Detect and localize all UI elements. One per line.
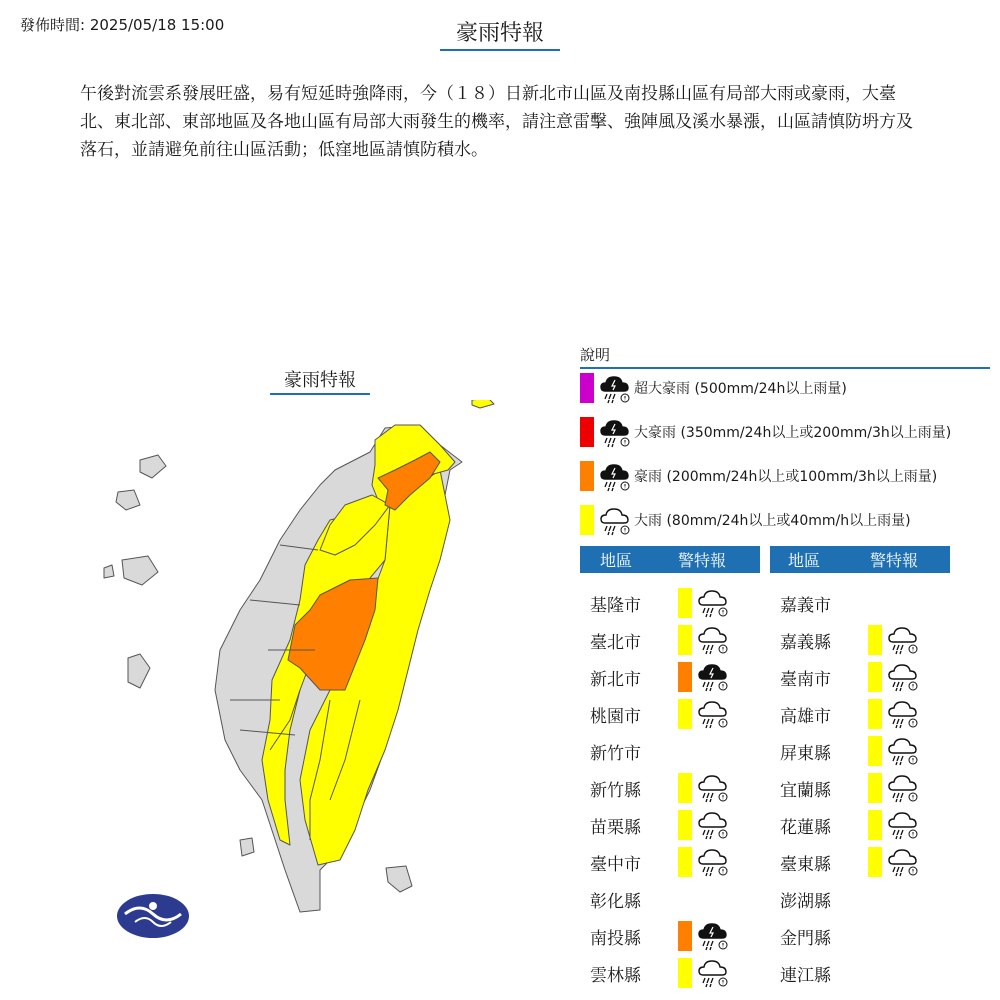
table-row: [770, 807, 950, 844]
table-row: [580, 622, 760, 659]
region-name: 嘉義市: [780, 596, 831, 616]
thunder-rain-icon: [598, 461, 630, 491]
region-name: 彰化縣: [590, 892, 641, 912]
region-name: 新竹縣: [590, 781, 641, 801]
alert-level-swatch: [678, 847, 692, 877]
rain-icon: [886, 809, 920, 841]
rain-icon: [696, 698, 730, 730]
legend-swatch: [580, 461, 594, 491]
header-alert: 警特報: [678, 551, 727, 570]
legend-text: 豪雨 (200mm/24h以上或100mm/3h以上雨量): [634, 469, 938, 485]
legend-item: [580, 417, 951, 447]
table-row: [580, 807, 760, 844]
rain-icon: [886, 624, 920, 656]
table-row: [580, 659, 760, 696]
region-name: 新北市: [590, 670, 641, 690]
cwa-logo: [117, 894, 189, 938]
legend-text: 超大豪雨 (500mm/24h以上雨量): [634, 381, 847, 397]
region-name: 南投縣: [590, 929, 641, 949]
region-name: 苗栗縣: [590, 818, 641, 838]
alert-level-swatch: [868, 699, 882, 729]
alert-level-swatch: [868, 662, 882, 692]
rain-icon: [886, 661, 920, 693]
rain-icon: [696, 846, 730, 878]
rain-icon: [886, 772, 920, 804]
map-region-island-north: [472, 400, 494, 408]
alert-level-swatch: [868, 625, 882, 655]
alert-level-swatch: [678, 699, 692, 729]
region-name: 雲林縣: [590, 966, 641, 986]
table-row: [770, 881, 950, 918]
table-row: [580, 881, 760, 918]
alert-level-swatch: [678, 810, 692, 840]
rain-icon: [696, 772, 730, 804]
region-name: 金門縣: [780, 929, 831, 949]
header-region: 地區: [788, 551, 821, 570]
rain-icon: [886, 698, 920, 730]
table-row: [580, 696, 760, 733]
alert-level-swatch: [678, 773, 692, 803]
thunder-rain-icon: [598, 417, 630, 447]
region-name: 連江縣: [780, 966, 831, 986]
legend-item: [580, 461, 937, 491]
region-name: 嘉義縣: [780, 633, 831, 653]
table-header-left: [580, 546, 760, 573]
legend-item: [580, 373, 847, 403]
rain-icon: [696, 587, 730, 619]
table-row: [770, 918, 950, 955]
alert-level-swatch: [868, 847, 882, 877]
region-name: 臺南市: [780, 670, 831, 690]
table-row: [770, 770, 950, 807]
rain-icon: [696, 809, 730, 841]
legend-item: [580, 505, 911, 535]
region-name: 新竹市: [590, 744, 641, 764]
alert-level-swatch: [868, 773, 882, 803]
issue-time: 發佈時間: 2025/05/18 15:00: [20, 16, 225, 34]
table-row: [770, 622, 950, 659]
region-name: 高雄市: [780, 707, 831, 727]
map-region-liuqiu: [240, 838, 254, 856]
region-name: 臺中市: [590, 855, 641, 875]
legend-swatch: [580, 373, 594, 403]
legend-swatch: [580, 417, 594, 447]
region-name: 桃園市: [590, 707, 641, 727]
table-row: [580, 585, 760, 622]
thunder-rain-icon: [696, 920, 730, 952]
alert-level-swatch: [868, 810, 882, 840]
rain-icon: [886, 735, 920, 767]
header-alert: 警特報: [870, 551, 919, 570]
header-region: 地區: [600, 551, 633, 570]
page-title: 豪雨特報: [440, 16, 560, 51]
legend-text: 大豪雨 (350mm/24h以上或200mm/3h以上雨量): [634, 425, 952, 441]
legend-text: 大雨 (80mm/24h以上或40mm/h以上雨量): [634, 513, 911, 529]
rain-icon: [886, 846, 920, 878]
map-region-penghu: [104, 455, 166, 688]
rain-icon: [696, 624, 730, 656]
alert-level-swatch: [678, 958, 692, 988]
alert-level-swatch: [678, 662, 692, 692]
legend-title: 說明: [580, 344, 990, 369]
warning-description: 午後對流雲系發展旺盛，易有短延時強降雨，今（１８）日新北市山區及南投縣山區有局部大雨或豪雨，大臺北、東北部、東部地區及各地山區有局部大雨發生的機率，請注意雷擊、強陣風及溪水暴漲，山區請慎防坍方及落石，並請避免前往山區活動；低窪地區請慎防積水。: [80, 84, 913, 160]
table-row: [580, 733, 760, 770]
region-name: 澎湖縣: [780, 892, 831, 912]
table-header-right: [770, 546, 950, 573]
table-row: [580, 770, 760, 807]
map-title: 豪雨特報: [270, 366, 370, 395]
rain-icon: [696, 957, 730, 989]
table-row: [580, 918, 760, 955]
taiwan-warning-map: [90, 400, 510, 960]
table-row: [770, 585, 950, 622]
map-region-green-island: [386, 866, 412, 892]
rain-icon: [598, 505, 630, 535]
region-name: 宜蘭縣: [780, 781, 831, 801]
alert-level-swatch: [868, 736, 882, 766]
legend-swatch: [580, 505, 594, 535]
table-row: [580, 844, 760, 881]
thunder-rain-icon: [696, 661, 730, 693]
table-row: [580, 955, 760, 992]
region-name: 屏東縣: [780, 744, 831, 764]
alert-level-swatch: [678, 588, 692, 618]
region-name: 花蓮縣: [780, 818, 831, 838]
region-name: 基隆市: [590, 596, 641, 616]
thunder-rain-icon: [598, 373, 630, 403]
region-name: 臺北市: [590, 633, 641, 653]
table-row: [770, 696, 950, 733]
table-row: [770, 659, 950, 696]
region-name: 臺東縣: [780, 855, 831, 875]
table-row: [770, 955, 950, 992]
table-row: [770, 844, 950, 881]
table-row: [770, 733, 950, 770]
alert-level-swatch: [678, 625, 692, 655]
alert-level-swatch: [678, 921, 692, 951]
